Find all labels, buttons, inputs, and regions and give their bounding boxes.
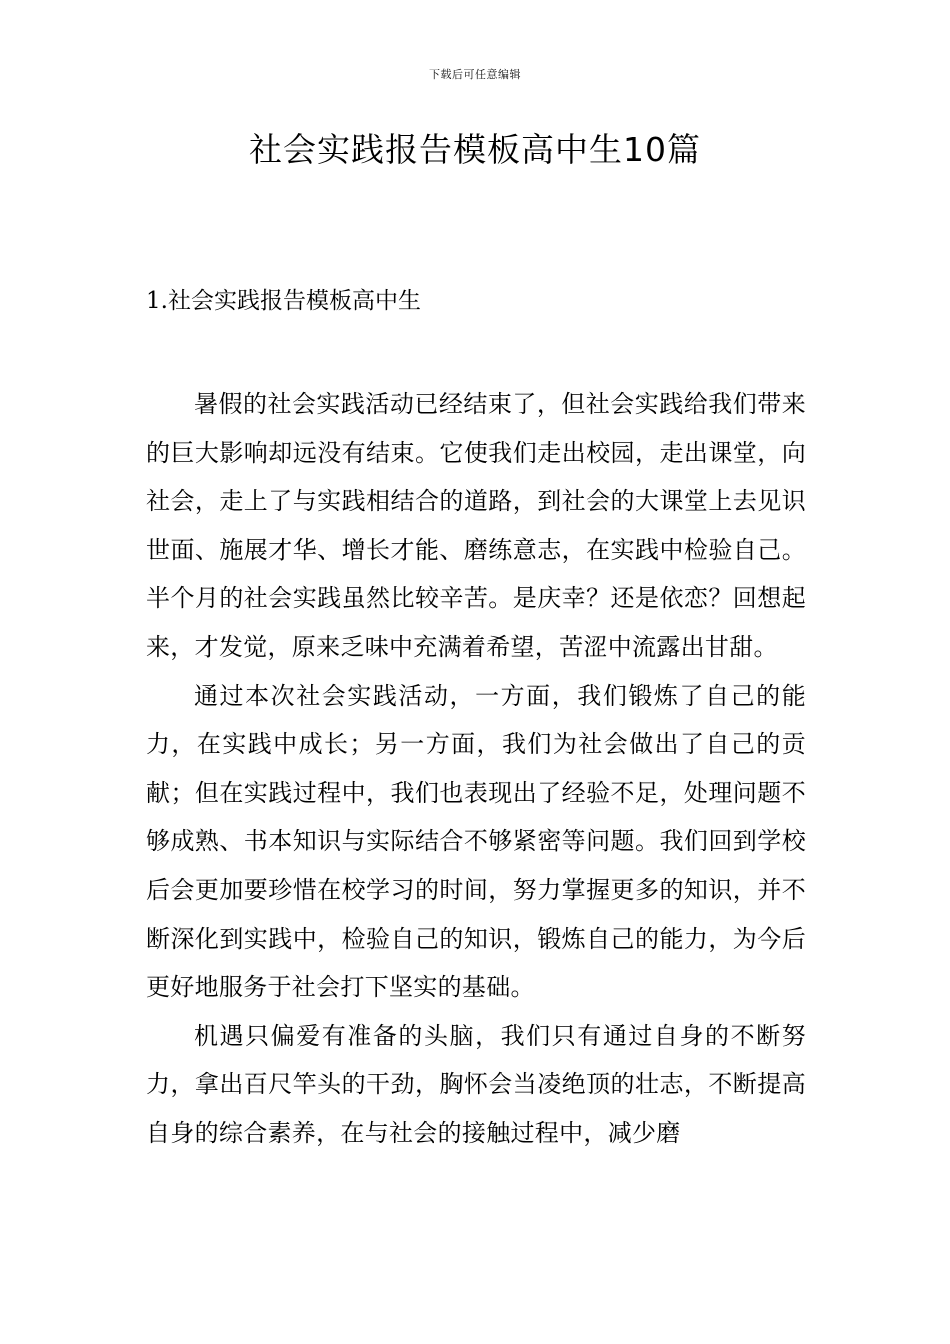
document-title: 社会实践报告模板高中生10篇 bbox=[249, 130, 701, 169]
body-text bbox=[146, 380, 806, 1158]
paragraph: 机遇只偏爱有准备的头脑，我们只有通过自身的不断努力，拿出百尺竿头的干劲，胸怀会当凌绝顶的壮志，不断提高自身的综合素养，在与社会的接触过程中，减少磨 bbox=[146, 1021, 806, 1147]
section-heading: 1.社会实践报告模板高中生 bbox=[146, 288, 421, 314]
paragraph: 暑假的社会实践活动已经结束了，但社会实践给我们带来的巨大影响却远没有结束。它使我们走出校园，走出课堂，向社会，走上了与实践相结合的道路，到社会的大课堂上去见识世面、施展才华、增长才能、磨练意志，在实践中检验自己。半个月的社会实践虽然比较辛苦。是庆幸？还是依恋？回想起来，才发觉，原来乏味中充满着希望，苦涩中流露出甘甜。 bbox=[146, 390, 806, 661]
paragraph: 通过本次社会实践活动，一方面，我们锻炼了自己的能力，在实践中成长；另一方面，我们为社会做出了自己的贡献；但在实践过程中，我们也表现出了经验不足，处理问题不够成熟、书本知识与实际结合不够紧密等问题。我们回到学校后会更加要珍惜在校学习的时间，努力掌握更多的知识，并不断深化到实践中，检验自己的知识，锻炼自己的能力，为今后更好地服务于社会打下坚实的基础。 bbox=[146, 681, 806, 1002]
header-note: 下载后可任意编辑 bbox=[429, 68, 521, 81]
